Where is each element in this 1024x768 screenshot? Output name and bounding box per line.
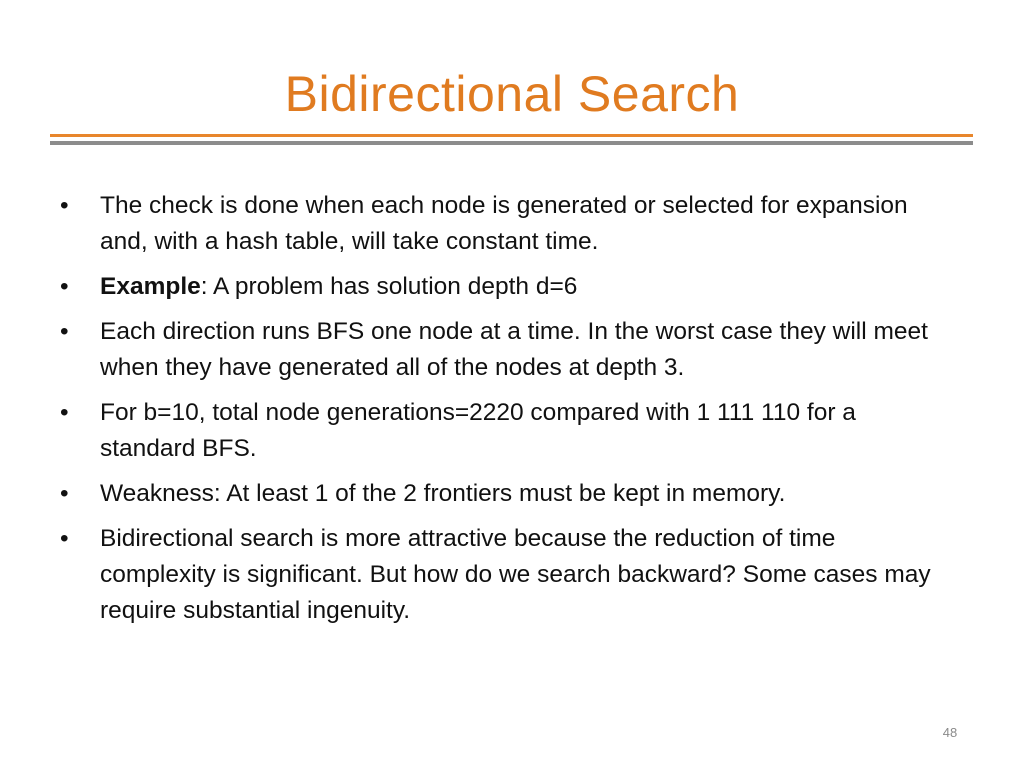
bullet-point-icon: • [60, 480, 69, 507]
bullet-text: : A problem has solution depth d=6 [200, 273, 578, 300]
bullet-item [60, 521, 940, 629]
bullet-point-icon: • [60, 273, 69, 300]
bullet-item [60, 269, 940, 305]
bullet-text: Weakness: At least 1 of the 2 frontiers must be kept in memory. [100, 480, 786, 507]
bullet-point-icon: • [60, 318, 69, 345]
bullet-text: For b=10, total node generations=2220 compared with 1 111 110 for a standard BFS. [100, 399, 856, 462]
bullet-point-icon: • [60, 525, 69, 552]
slide-title: Bidirectional Search [284, 66, 740, 122]
title-divider-gray [50, 141, 973, 145]
bullet-text: Each direction runs BFS one node at a time. In the worst case they will meet when they have generated all of the nodes at depth 3. [100, 318, 928, 381]
bullet-point-icon: • [60, 399, 69, 426]
bullet-item [60, 476, 940, 512]
bullet-bold-label: Example [100, 273, 201, 300]
page-number: 48 [942, 725, 958, 740]
bullet-list [60, 188, 940, 638]
bullet-text: Bidirectional search is more attractive because the reduction of time complexity is significant. But how do we search backward? Some cases may require substantial ingenuity. [100, 525, 931, 624]
bullet-item [60, 314, 940, 386]
bullet-item [60, 188, 940, 260]
bullet-text: The check is done when each node is generated or selected for expansion and, with a hash table, will take constant time. [100, 192, 908, 255]
title-divider-orange [50, 134, 973, 137]
bullet-point-icon: • [60, 192, 69, 219]
bullet-item [60, 395, 940, 467]
